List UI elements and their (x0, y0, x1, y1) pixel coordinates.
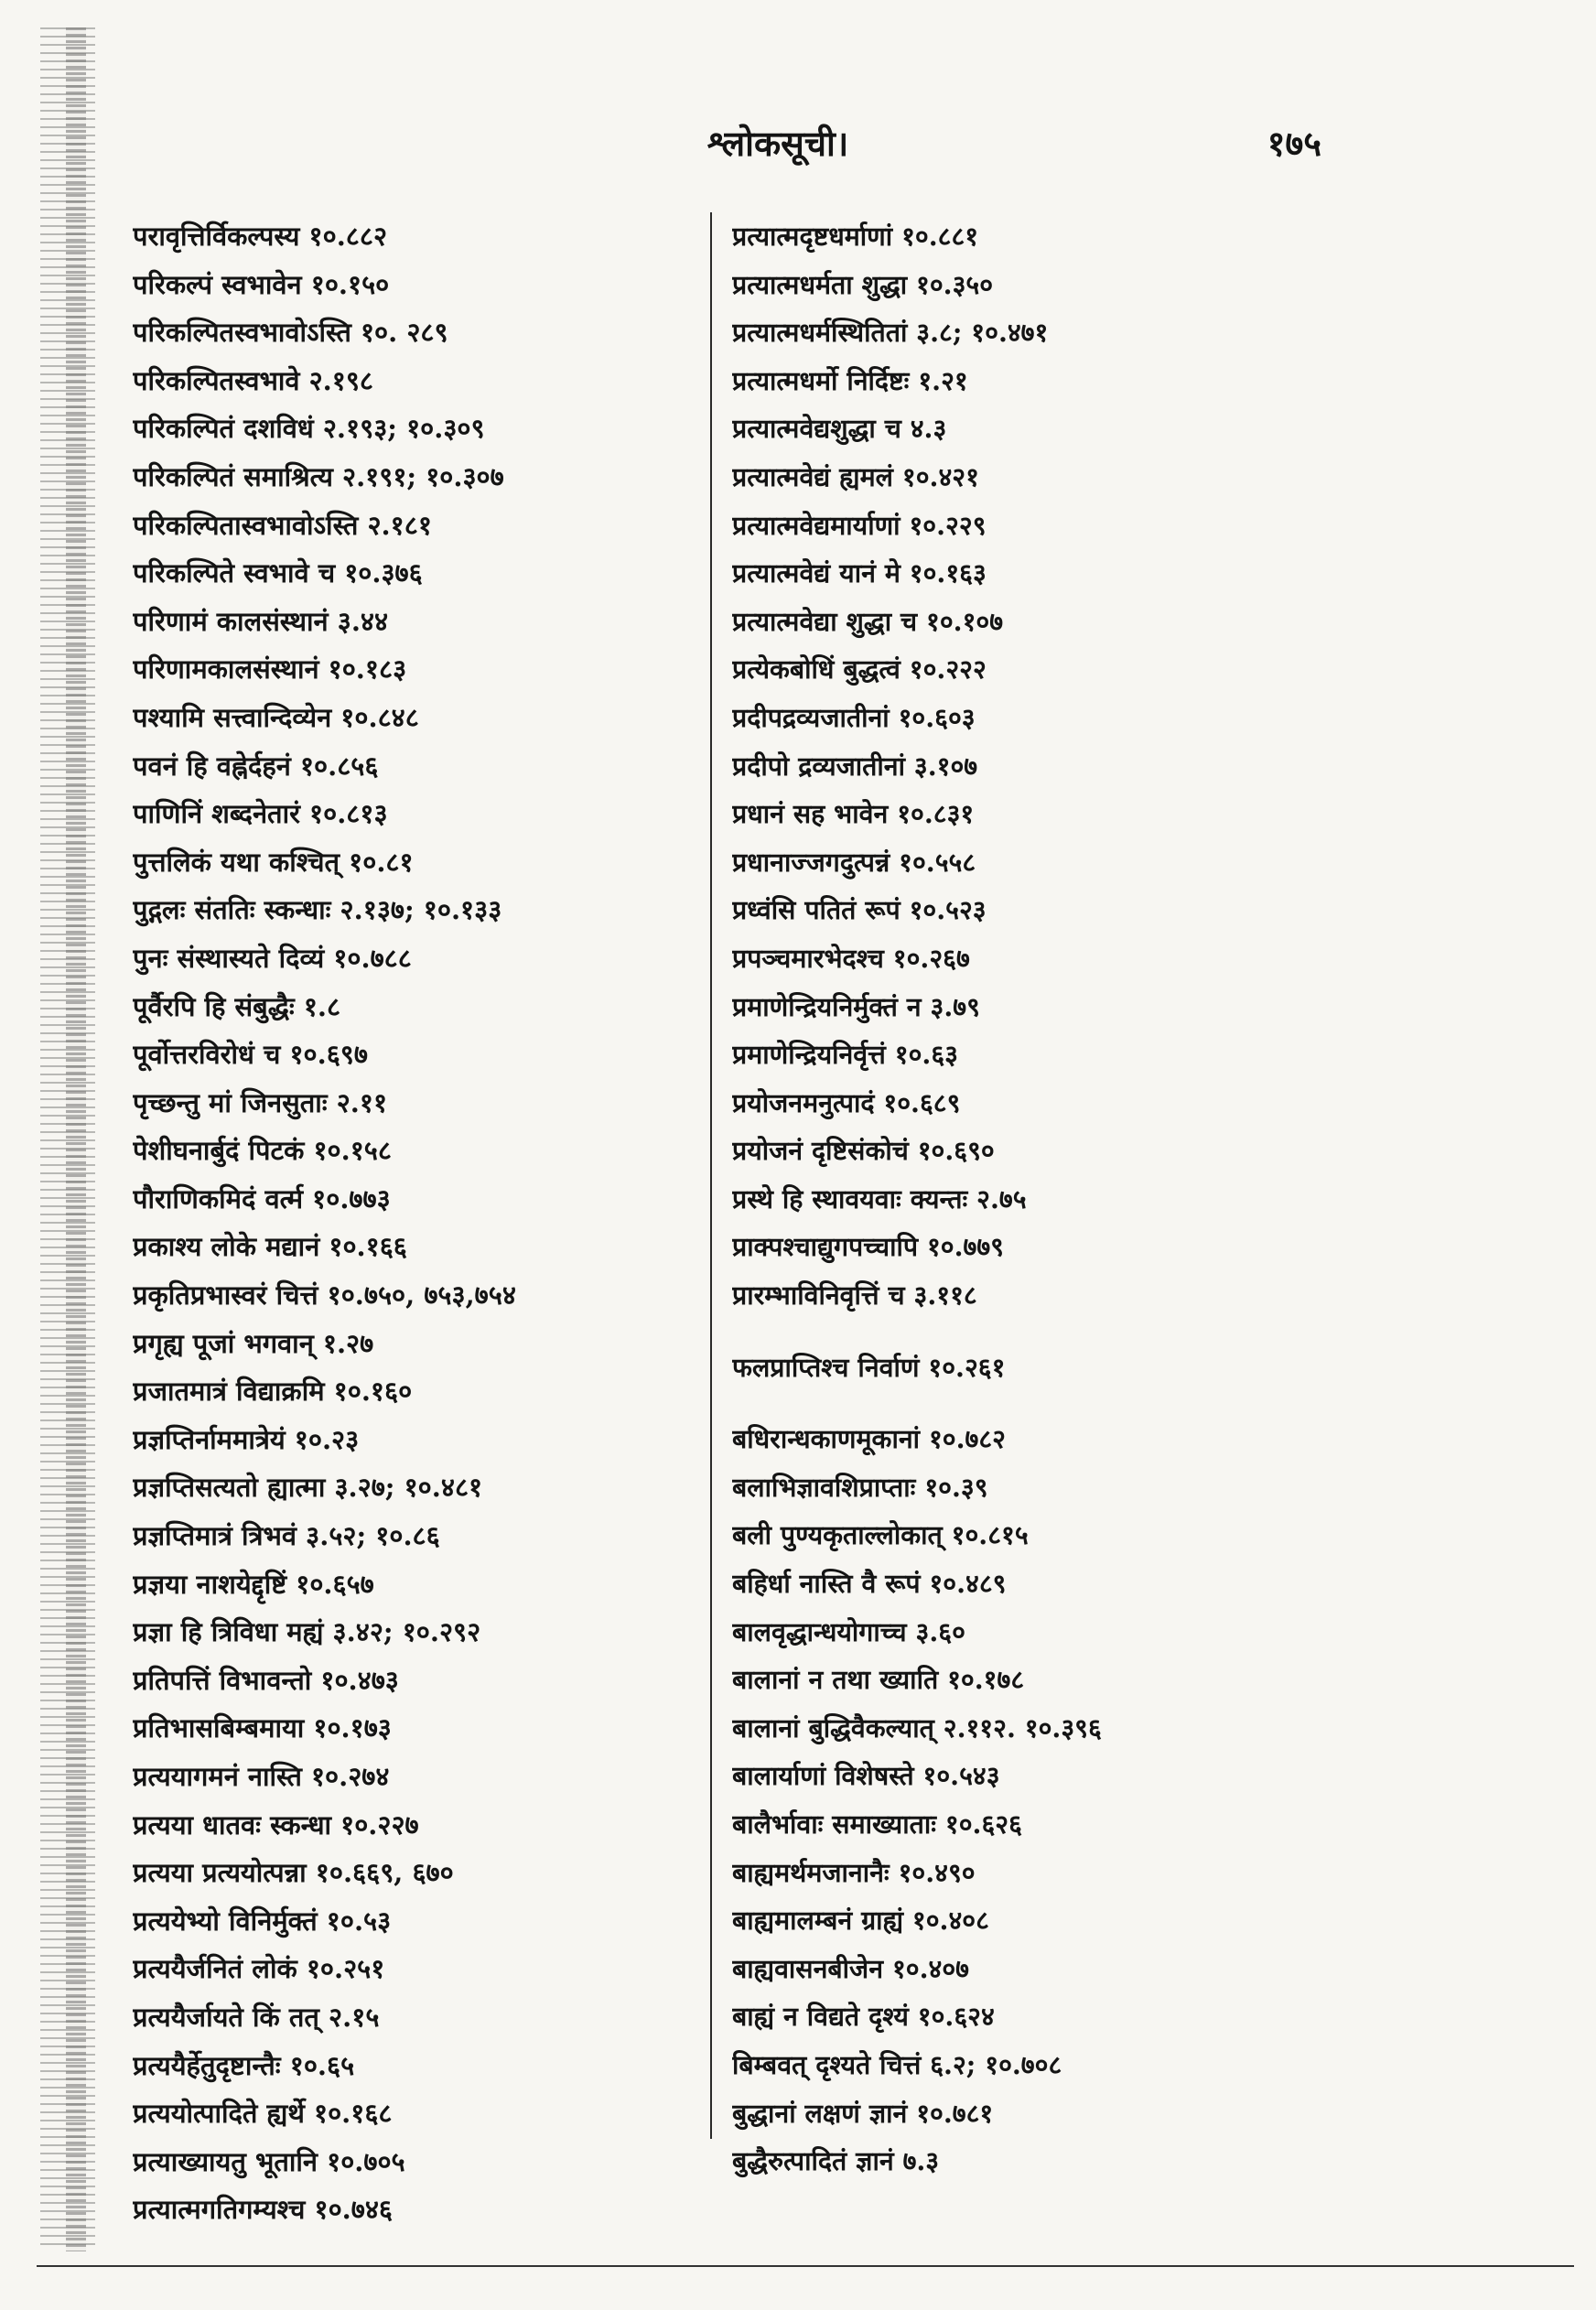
index-entry: परिकल्पितस्वभावोऽस्ति १०. २८९ (133, 317, 448, 349)
binding-edge-scan-artifact (40, 27, 95, 2251)
index-entry: पृच्छन्तु मां जिनसुताः २.११ (133, 1086, 388, 1118)
index-entry: प्रत्ययोत्पादिते ह्यर्थे १०.१६८ (133, 2098, 393, 2130)
page-number: १७५ (1267, 123, 1321, 164)
index-entry: प्रत्यात्मवेद्यशुद्धा च ४.३ (732, 413, 947, 445)
index-entry: बाह्यवासनबीजेन १०.४०७ (732, 1952, 969, 1984)
index-entry: प्रत्ययागमनं नास्ति १०.२७४ (133, 1761, 390, 1792)
index-entry: प्रत्यात्मगतिगम्यश्च १०.७४६ (133, 2194, 394, 2226)
index-entry: प्रदीपद्रव्यजातीनां १०.६०३ (732, 701, 976, 733)
index-entry: प्रत्ययैर्जनितं लोकं १०.२५१ (133, 1953, 385, 1985)
index-entry: बालवृद्धान्धयोगाच्च ३.६० (732, 1615, 965, 1647)
index-entry: प्रजातमात्रं विद्याक्रमि १०.१६० (133, 1376, 413, 1408)
index-entry: पाणिनिं शब्दनेतारं १०.८१३ (133, 798, 388, 830)
index-entry: प्रत्यात्मदृष्टधर्माणां १०.८८१ (732, 221, 979, 252)
index-entry: प्रारम्भाविनिवृत्तिं च ३.११८ (732, 1279, 977, 1312)
index-entry: परिकल्पितास्वभावोऽस्ति २.१८१ (133, 509, 432, 541)
index-entry: प्रत्यात्मधर्मस्थितितां ३.८; १०.४७१ (732, 317, 1049, 349)
index-entry: पूर्वैरपि हि संबुद्धैः १.८ (133, 990, 341, 1022)
index-entry: प्रत्ययेभ्यो विनिर्मुक्तं १०.५३ (133, 1905, 392, 1937)
index-entry: पेशीघनार्बुदं पिटकं १०.१५८ (133, 1135, 392, 1167)
index-entry: प्रयोजनमनुत्पादं १०.६८९ (732, 1086, 961, 1118)
index-entry: बली पुण्यकृताल्लोकात् १०.८१५ (732, 1519, 1029, 1551)
index-entry: बाह्यं न विद्यते दृश्यं १०.६२४ (732, 2001, 995, 2033)
index-entry: बालानां बुद्धिवैकल्यात् २.११२. १०.३९६ (732, 1711, 1102, 1743)
index-entry: बुद्धैरुत्पादितं ज्ञानं ७.३ (732, 2145, 940, 2177)
index-entry: प्रमाणेन्द्रियनिर्मुक्तं न ३.७९ (732, 990, 980, 1022)
index-entry: प्रज्ञप्तिर्नाममात्रेयं १०.२३ (133, 1423, 360, 1455)
index-entry: पश्यामि सत्त्वान्दिव्येन १०.८४८ (133, 701, 419, 733)
index-entry: प्रज्ञा हि त्रिविधा मह्यं ३.४२; १०.२९२ (133, 1616, 481, 1648)
index-entry: पूर्वोत्तरविरोधं च १०.६९७ (133, 1039, 368, 1071)
index-entry: प्रदीपो द्रव्यजातीनां ३.१०७ (732, 750, 978, 782)
index-entry: प्रत्यात्मवेद्यं यानं मे १०.१६३ (732, 557, 987, 589)
index-entry: बिम्बवत् दृश्यते चित्तं ६.२; १०.७०८ (732, 2048, 1062, 2080)
bottom-rule (37, 2265, 1574, 2267)
index-entry: प्रत्ययैर्जायते किं तत् २.१५ (133, 2001, 380, 2033)
index-entry: प्रगृह्य पूजां भगवान् १.२७ (133, 1327, 374, 1359)
index-entry: प्रधानं सह भावेन १०.८३१ (732, 798, 975, 830)
index-entry: परिकल्पितं समाश्रित्य २.१९१; १०.३०७ (133, 460, 504, 492)
index-entry: पुद्गलः संततिः स्कन्धाः २.१३७; १०.१३३ (133, 894, 502, 926)
index-entry: प्रज्ञप्तिसत्यतो ह्यात्मा ३.२७; १०.४८१ (133, 1472, 483, 1504)
index-entry: प्रपञ्चमारभेदश्च १०.२६७ (732, 942, 970, 974)
index-entry: प्रत्यात्मधर्मो निर्दिष्टः १.२१ (732, 364, 968, 396)
index-entry: प्रज्ञप्तिमात्रं त्रिभवं ३.५२; १०.८६ (133, 1520, 440, 1552)
index-entry: प्रत्यात्मवेद्यं ह्यमलं १०.४२१ (732, 460, 979, 492)
index-entry: प्रतिपत्तिं विभावन्तो १०.४७३ (133, 1664, 399, 1696)
index-entry: प्रज्ञया नाशयेद्दृष्टिं १०.६५७ (133, 1568, 374, 1600)
column-divider (710, 212, 712, 2139)
index-entry: प्रधानाज्जगदुत्पन्नं १०.५५८ (732, 846, 976, 878)
index-entry: प्रयोजनं दृष्टिसंकोचं १०.६९० (732, 1135, 995, 1167)
index-entry: प्रत्यात्मवेद्या शुद्धा च १०.१०७ (732, 605, 1004, 637)
index-entry: परावृत्तिर्विकल्पस्य १०.८८२ (133, 221, 388, 252)
index-entry: प्रकृतिप्रभास्वरं चित्तं १०.७५०, ७५३,७५४ (133, 1279, 516, 1312)
index-entry: परिकल्पं स्वभावेन १०.१५० (133, 268, 390, 300)
index-entry: प्रत्ययैर्हेतुदृष्टान्तैः १०.६५ (133, 2049, 355, 2081)
index-entry: पुत्तलिकं यथा कश्चित् १०.८१ (133, 846, 414, 878)
index-entry: पवनं हि वह्नेर्दहनं १०.८५६ (133, 750, 379, 782)
index-entry: बलाभिज्ञावशिप्राप्ताः १०.३९ (732, 1471, 988, 1503)
page-title: श्लोकसूची। (706, 123, 849, 164)
index-entry: प्राक्पश्चाद्युगपच्चापि १०.७७९ (732, 1231, 1004, 1263)
index-entry: प्रतिभासबिम्बमाया १०.१७३ (133, 1712, 392, 1744)
index-entry: बालार्याणां विशेषस्ते १०.५४३ (732, 1760, 1000, 1792)
index-entry: प्रत्येकबोधिं बुद्धत्वं १०.२२२ (732, 653, 987, 685)
index-entry: प्रस्थे हि स्थावयवाः क्यन्तः २.७५ (732, 1182, 1027, 1214)
index-entry: प्रत्याख्यायतु भूतानि १०.७०५ (133, 2145, 405, 2177)
index-entry: बाह्यमालम्बनं ग्राह्यं १०.४०८ (732, 1905, 989, 1937)
right-column-index (732, 212, 1318, 2186)
index-entry: पौराणिकमिदं वर्त्म १०.७७३ (133, 1182, 391, 1214)
index-entry: परिकल्पिते स्वभावे च १०.३७६ (133, 557, 423, 589)
index-entry: पुनः संस्थास्यते दिव्यं १०.७८८ (133, 942, 412, 974)
index-entry: प्रकाश्य लोके मद्यानं १०.१६६ (133, 1231, 407, 1263)
index-entry: परिकल्पितस्वभावे २.१९८ (133, 364, 374, 396)
index-entry: फलप्राप्तिश्च निर्वाणं १०.२६१ (732, 1351, 1006, 1383)
index-entry: प्रत्यया धातवः स्कन्धा १०.२२७ (133, 1808, 419, 1840)
index-entry: बालैर्भावाः समाख्याताः १०.६२६ (732, 1808, 1022, 1840)
index-entry: परिणामकालसंस्थानं १०.१८३ (133, 653, 407, 685)
index-entry: बधिरान्धकाणमूकानां १०.७८२ (732, 1423, 1006, 1455)
index-entry: बुद्धानां लक्षणं ज्ञानं १०.७८१ (732, 2097, 994, 2129)
running-header (0, 119, 1596, 174)
index-entry: प्रत्यात्मवेद्यमार्याणां १०.२२९ (732, 509, 987, 541)
index-entry: बालानां न तथा ख्याति १०.१७८ (732, 1664, 1025, 1696)
index-entry: बहिर्धा नास्ति वै रूपं १०.४८९ (732, 1568, 1007, 1600)
index-entry: प्रत्यात्मधर्मता शुद्धा १०.३५० (732, 268, 994, 300)
index-entry: प्रध्वंसि पतितं रूपं १०.५२३ (732, 894, 987, 926)
left-column-index (133, 212, 718, 2234)
index-entry: बाह्यमर्थमजानानैः १०.४९० (732, 1856, 976, 1888)
index-entry: परिकल्पितं दशविधं २.१९३; १०.३०९ (133, 413, 485, 445)
index-entry: प्रमाणेन्द्रियनिर्वृत्तं १०.६३ (732, 1039, 958, 1071)
index-entry: परिणामं कालसंस्थानं ३.४४ (133, 605, 389, 637)
index-entry: प्रत्यया प्रत्ययोत्पन्ना १०.६६९, ६७० (133, 1857, 454, 1889)
